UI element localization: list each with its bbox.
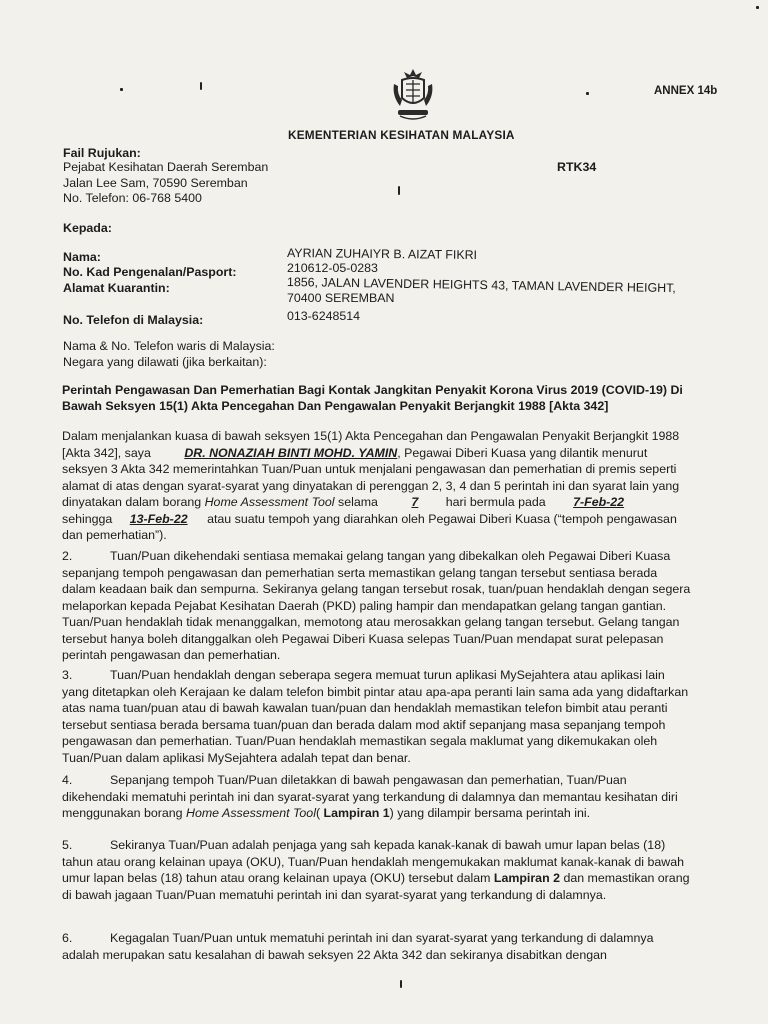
p1-text-a: Dalam menjalankan kuasa di bawah seksyen 15(1) Akta Pencegahan dan Pengawalan Penyakit Berjangkit 1988 [Akta 342], saya bbox=[62, 429, 680, 460]
duration-days: 7 bbox=[411, 495, 419, 509]
paragraph-4 bbox=[62, 772, 692, 822]
p4-text-b: ( bbox=[315, 806, 321, 820]
ic-label: No. Kad Pengenalan/Pasport: bbox=[63, 265, 237, 279]
p4-home-assessment-tool: Home Assessment Tool bbox=[186, 806, 316, 820]
scan-speck bbox=[398, 186, 400, 195]
ic-value: 210612-05-0283 bbox=[287, 261, 378, 275]
paragraph-6 bbox=[62, 930, 692, 963]
office-address: Jalan Lee Sam, 70590 Seremban bbox=[63, 176, 248, 190]
name-label: Nama: bbox=[63, 250, 101, 264]
name-value: AYRIAN ZUHAIYR B. AIZAT FIKRI bbox=[286, 246, 478, 262]
address-line-1: 1856, JALAN LAVENDER HEIGHTS 43, TAMAN LAVENDER HEIGHT, bbox=[286, 275, 676, 296]
p4-attachment-1: Lampiran 1 bbox=[323, 806, 390, 820]
address-label: Alamat Kuarantin: bbox=[63, 281, 170, 295]
annex-label: ANNEX 14b bbox=[654, 85, 718, 97]
form-code: RTK34 bbox=[557, 160, 597, 174]
authorized-officer-name: DR. NONAZIAH BINTI MOHD. YAMIN bbox=[184, 445, 398, 460]
next-of-kin-line: Nama & No. Telefon waris di Malaysia: bbox=[63, 339, 275, 353]
p1-text-c: selama bbox=[338, 495, 378, 509]
start-date: 7-Feb-22 bbox=[573, 495, 625, 509]
file-reference-label: Fail Rujukan: bbox=[63, 146, 141, 160]
p1-text-e: sehingga bbox=[62, 511, 113, 526]
p4-text-c: ) yang dilampir bersama perintah ini. bbox=[389, 806, 591, 820]
scan-speck bbox=[586, 92, 589, 95]
ministry-title: KEMENTERIAN KESIHATAN MALAYSIA bbox=[288, 128, 515, 142]
p4-text-a: Sepanjang tempoh Tuan/Puan diletakkan di bawah pengawasan dan pemerhatian, Tuan/Puan dikehendaki mematuhi perintah ini dan syarat-syarat yang terkandung di dalamnya dan memantau kesihatan diri menggunakan borang bbox=[62, 773, 678, 820]
address-line-2: 70400 SEREMBAN bbox=[287, 291, 395, 305]
paragraph-5 bbox=[62, 837, 692, 903]
p1-text-d: hari bermula pada bbox=[445, 495, 546, 509]
scan-speck bbox=[756, 6, 759, 9]
p3-number: 3. bbox=[62, 668, 73, 682]
p1-home-assessment-tool: Home Assessment Tool bbox=[204, 495, 335, 509]
p4-number: 4. bbox=[62, 773, 73, 787]
countries-visited-line: Negara yang dilawati (jika berkaitan): bbox=[63, 355, 267, 369]
p5-number: 5. bbox=[62, 838, 73, 852]
paragraph-2 bbox=[62, 548, 692, 664]
p6-text: Kegagalan Tuan/Puan untuk mematuhi perintah ini dan syarat-syarat yang terkandung di dalamnya adalah merupakan satu kesalahan di bawah seksyen 22 Akta 342 dan sekiranya disabitkan dengan bbox=[62, 931, 654, 962]
p3-text: Tuan/Puan hendaklah dengan seberapa segera memuat turun aplikasi MySejahtera atau aplikasi lain yang ditetapkan oleh Kerajaan ke dalam telefon bimbit pintar atau apa-apa peranti lain sama ada yang didaftarkan atas nama tuan/puan atau di bawah kawalan tuan/puan dan hendaklah memastikan telefon bimbit atau peranti tersebut sentiasa berada bersama tuan/puan dan berada dalam mod aktif sepanjang masa sepanjang tempoh pengawasan dan pemerhatian. Tuan/Puan hendaklah memastikan segala maklumat yang dikemukakan oleh Tuan/Puan dalam aplikasi MySejahtera adalah tepat dan benar. bbox=[62, 668, 689, 765]
coat-of-arms-logo bbox=[388, 66, 438, 124]
p2-number: 2. bbox=[62, 549, 73, 563]
scan-speck bbox=[400, 980, 402, 988]
p5-text-b: dan memastikan orang di bawah jagaan Tuan/Puan mematuhi perintah ini dan syarat-syarat yang terkandung di dalamnya. bbox=[62, 871, 690, 902]
office-phone: No. Telefon: 06-768 5400 bbox=[63, 191, 202, 205]
paragraph-3 bbox=[62, 667, 692, 766]
recipient-label: Kepada: bbox=[63, 221, 112, 235]
p1-text-b: , Pegawai Diberi Kuasa yang dilantik menurut seksyen 3 Akta 342 memerintahkan Tuan/Puan untuk menjalani pengawasan dan pemerhatian di premis seperti alamat di atas dengan syarat-syarat yang dinyatakan di perenggan 2, 3, 4 dan 5 perintah ini dan syarat lain yang dinyatakan dalam borang bbox=[62, 445, 680, 509]
phone-label: No. Telefon di Malaysia: bbox=[63, 313, 204, 327]
paragraph-1 bbox=[62, 428, 692, 544]
p1-text-f: atau suatu tempoh yang diarahkan oleh Pegawai Diberi Kuasa (“tempoh pengawasan dan pemerhatian”). bbox=[62, 511, 677, 542]
order-heading: Perintah Pengawasan Dan Pemerhatian Bagi Kontak Jangkitan Penyakit Korona Virus 2019 (COVID-19) Di Bawah Seksyen 15(1) Akta Pencegahan Dan Pengawalan Penyakit Berjangkit 1988 [Akta 342] bbox=[62, 383, 683, 413]
scan-speck bbox=[120, 88, 123, 91]
p5-text-a: Sekiranya Tuan/Puan adalah penjaga yang sah kepada kanak-kanak di bawah umur lapan belas (18) tahun atau orang kelainan upaya (OKU), Tuan/Puan hendaklah mengemukakan maklumat kanak-kanak di bawah umur lapan belas (18) tahun atau orang kelainan upaya (OKU) tersebut dalam bbox=[62, 838, 684, 885]
p6-number: 6. bbox=[62, 931, 73, 945]
office-name: Pejabat Kesihatan Daerah Seremban bbox=[63, 160, 269, 174]
p5-attachment-2: Lampiran 2 bbox=[493, 871, 560, 885]
end-date: 13-Feb-22 bbox=[129, 511, 188, 526]
scan-speck bbox=[200, 82, 202, 90]
p2-text: Tuan/Puan dikehendaki sentiasa memakai gelang tangan yang dibekalkan oleh Pegawai Diberi Kuasa sepanjang tempoh pengawasan dan pemerhatian serta memastikan gelang tangan tersebut sentiasa berada dalam keadaan baik dan sempurna. Sekiranya gelang tangan tersebut rosak, tuan/puan hendaklah dengan segera melaporkan kepada Pejabat Kesihatan Daerah (PKD) paling hampir dan mendapatkan gelang tangan gantian. Tuan/Puan hendaklah tidak menanggalkan, memotong atau merosakkan gelang tangan tersebut. Gelang tangan tersebut hanya boleh ditanggalkan oleh Pegawai Diberi Kuasa selepas Tuan/Puan mendapat surat pelepasan perintah pengawasan dan pemerhatian. bbox=[62, 549, 691, 662]
phone-value: 013-6248514 bbox=[287, 309, 361, 323]
